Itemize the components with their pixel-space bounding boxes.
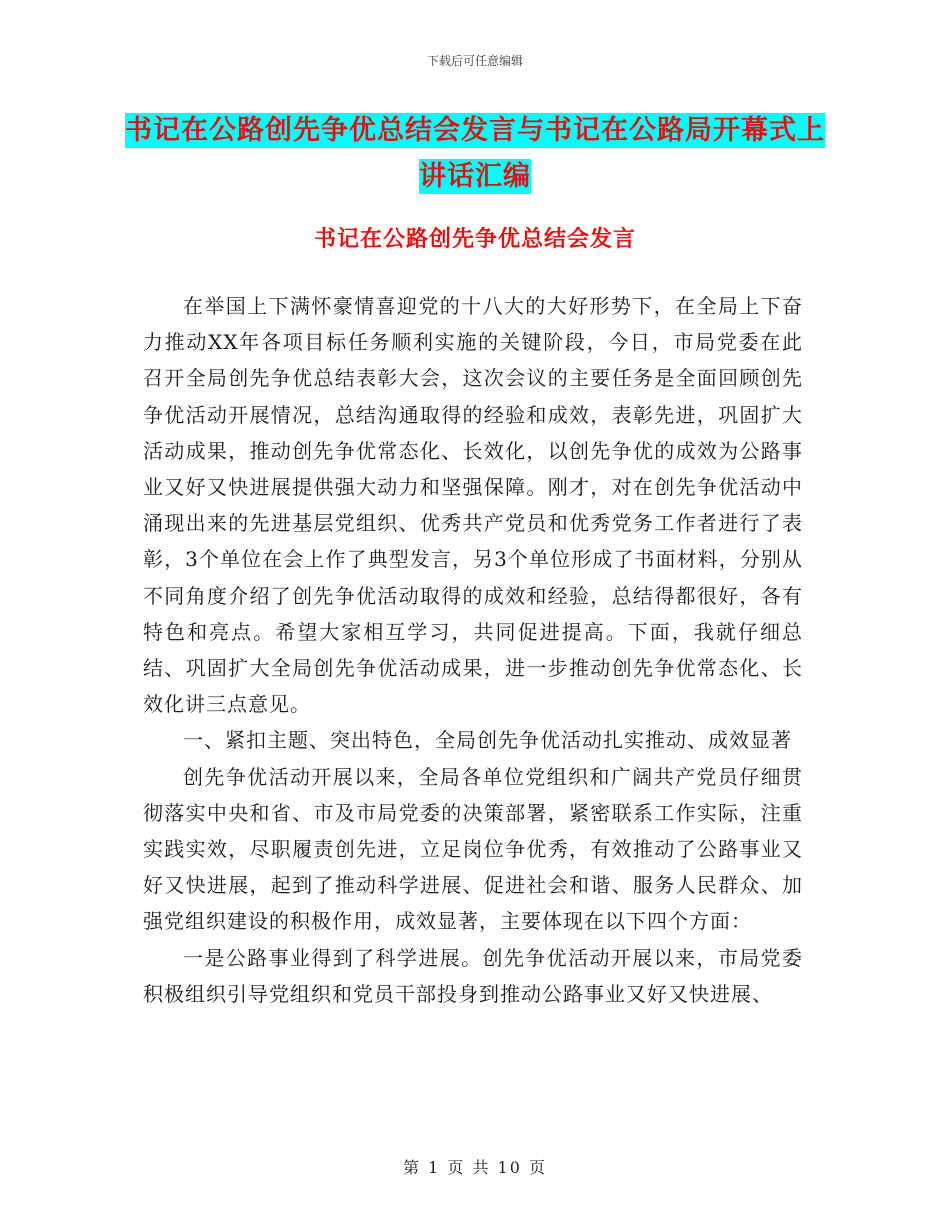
page-number-footer: 第 1 页 共 10 页 (403, 1158, 547, 1177)
document-title (120, 108, 830, 200)
body-paragraph: 创先争优活动开展以来，全局各单位党组织和广阔共产党员仔细贯彻落实中央和省、市及市局党委的决策部署，紧密联系工作实际，注重实践实效，尽职履责创先进，立足岗位争优秀，有效推动了公路事业又好又快进展，起到了推动科学进展、促进社会和谐、服务人民群众、加强党组织建设的积极作用，成效显著，主要体现在以下四个方面： (143, 764, 803, 934)
section-title: 书记在公路创先争优总结会发言 (313, 226, 636, 252)
body-paragraph: 一是公路事业得到了科学进展。创先争优活动开展以来，市局党委积极组织引导党组织和党员干部投身到推动公路事业又好又快进展、 (143, 945, 803, 1006)
document-title-text: 书记在公路创先争优总结会发言与书记在公路局开幕式上讲话汇编 (125, 115, 825, 192)
document-body (143, 288, 803, 1012)
body-paragraph: 在举国上下满怀豪情喜迎党的十八大的大好形势下，在全局上下奋力推动XX年各项目标任务顺利实施的关键阶段，今日，市局党委在此召开全局创先争优总结表彰大会，这次会议的主要任务是全面回顾创先争优活动开展情况，总结沟通取得的经验和成效，表彰先进，巩固扩大活动成果，推动创先争优常态化、长效化，以创先争优的成效为公路事业又好又快进展提供强大动力和坚强保障。刚才，对在创先争优活动中涌现出来的先进基层党组织、优秀共产党员和优秀党务工作者进行了表彰，3个单位在会上作了典型发言，另3个单位形成了书面材料，分别从不同角度介绍了创先争优活动取得的成效和经验，总结得都很好，各有特色和亮点。希望大家相互学习，共同促进提高。下面，我就仔细总结、巩固扩大全局创先争优活动成果，进一步推动创先争优常态化、长效化讲三点意见。 (143, 294, 803, 717)
page-header-note: 下载后可任意编辑 (426, 54, 523, 68)
body-paragraph: 一、紧扣主题、突出特色，全局创先争优活动扎实推动、成效显著 (183, 728, 792, 753)
